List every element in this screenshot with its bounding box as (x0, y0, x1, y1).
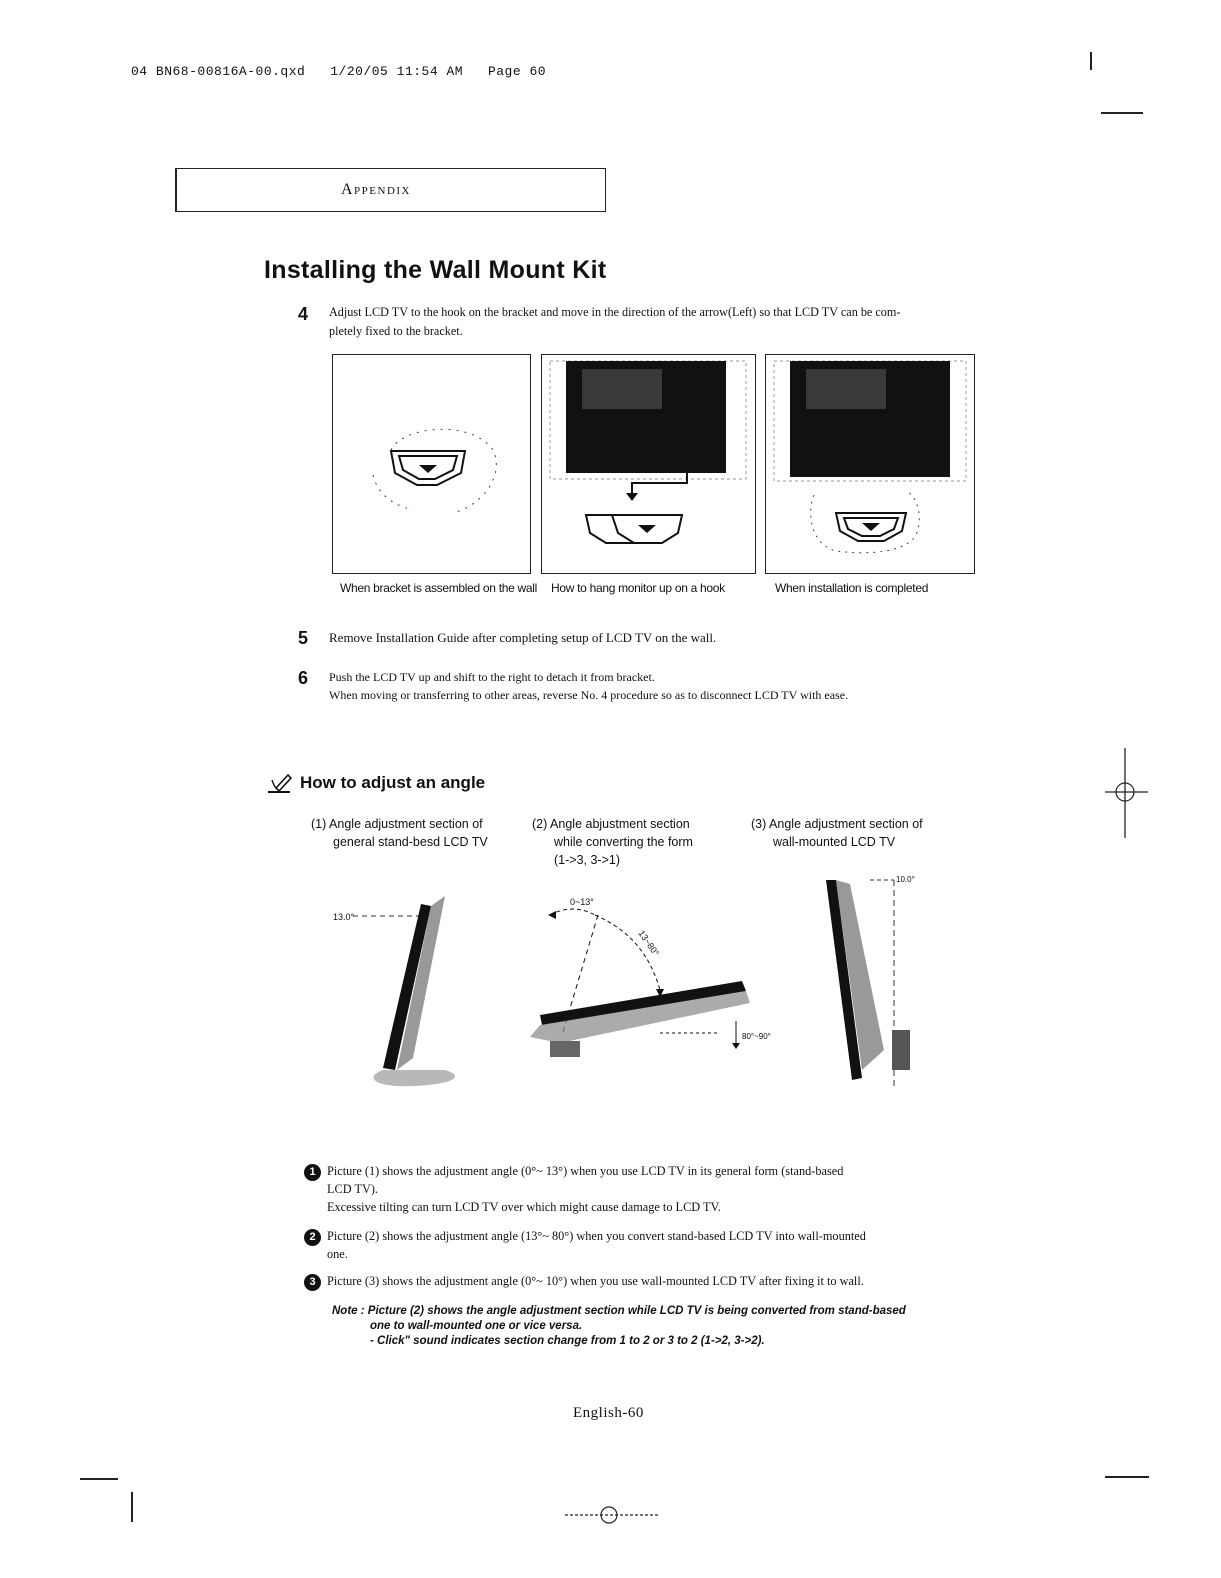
print-slug-line: 04 BN68-00816A-00.qxd 1/20/05 11:54 AM Page 60 (131, 64, 547, 79)
angle-label: 13.0° (333, 912, 355, 922)
bullet-text: Picture (2) shows the adjustment angle (13°~ 80°) when you convert stand-based LCD TV into wall-mounted one. (327, 1229, 866, 1261)
registration-mark-icon (1100, 748, 1148, 838)
figure-caption: How to hang monitor up on a hook (551, 581, 725, 595)
crop-mark (1090, 52, 1092, 70)
angle-label: 0~13° (570, 897, 594, 907)
bullet-number-icon: 3 (304, 1274, 321, 1291)
figure-caption: When bracket is assembled on the wall (340, 581, 538, 595)
angle-caption: (3) Angle adjustment section of wall-mounted LCD TV (751, 817, 923, 849)
crop-mark (1101, 112, 1143, 114)
angle-label: 13~80° (636, 928, 662, 958)
page-title: Installing the Wall Mount Kit (264, 256, 607, 284)
step-line: When moving or transferring to other areas, reverse No. 4 procedure so as to disconnect LCD TV with ease. (329, 688, 849, 702)
step-line: Adjust LCD TV to the hook on the bracket and move in the direction of the arrow(Left) so that LCD TV can be com- (329, 305, 901, 319)
bullet-text: Picture (3) shows the adjustment angle (0°~ 10°) when you use wall-mounted LCD TV after fixing it to wall. (327, 1274, 864, 1288)
angle-caption: (1) Angle adjustment section of general stand-besd LCD TV (311, 817, 488, 849)
section-label: Appendix (341, 181, 412, 198)
stand-tv-angle-diagram (325, 880, 475, 1095)
step-number: 6 (298, 668, 309, 688)
step-line: pletely fixed to the bracket. (329, 324, 463, 338)
angle-label: 10.0° (896, 875, 915, 884)
step-number: 4 (298, 304, 309, 324)
step-line: Push the LCD TV up and shift to the right to detach it from bracket. (329, 670, 655, 684)
crop-mark (80, 1478, 118, 1480)
page-number: English-60 (573, 1405, 644, 1421)
bullet-text: Picture (1) shows the adjustment angle (0°~ 13°) when you use LCD TV in its general form (stand-based LCD TV). Excessive tilting can turn LCD TV over which might cause damage to LCD TV. (327, 1164, 844, 1214)
note-block: Note : Picture (2) shows the angle adjustment section while LCD TV is being converted from stand-based one to wall-mounted one or vice versa. - Click" sound indicates section change from 1 to 2 or 3 to 2 (1->2, 3->2). (332, 1305, 906, 1347)
figure-caption: When installation is completed (775, 581, 929, 595)
installed-monitor-illustration (766, 355, 974, 573)
monitor-hook-illustration (542, 355, 755, 573)
bullet-number-icon: 1 (304, 1164, 321, 1181)
crop-mark (1105, 1476, 1149, 1478)
section-label-box (175, 168, 606, 212)
angle-label: 80°~90° (742, 1032, 771, 1041)
step-text: Remove Installation Guide after completing setup of LCD TV on the wall. (329, 630, 717, 645)
step-number: 5 (298, 628, 309, 648)
converting-tv-angle-diagram (510, 885, 780, 1085)
figure-installation-complete (765, 354, 975, 574)
step-text (329, 668, 848, 704)
step-text (329, 303, 1029, 341)
angle-caption: (2) Angle abjustment section while converting the form (1->3, 3->1) (532, 817, 693, 867)
figure-bracket-on-wall (332, 354, 531, 574)
subsection-heading: How to adjust an angle (300, 773, 486, 792)
bullet-number-icon: 2 (304, 1229, 321, 1246)
bracket-illustration (333, 355, 530, 573)
pencil-icon (266, 772, 294, 794)
registration-mark-icon (565, 1500, 660, 1530)
crop-mark (131, 1492, 133, 1522)
wall-tv-angle-diagram (810, 870, 940, 1105)
figure-hang-on-hook (541, 354, 756, 574)
